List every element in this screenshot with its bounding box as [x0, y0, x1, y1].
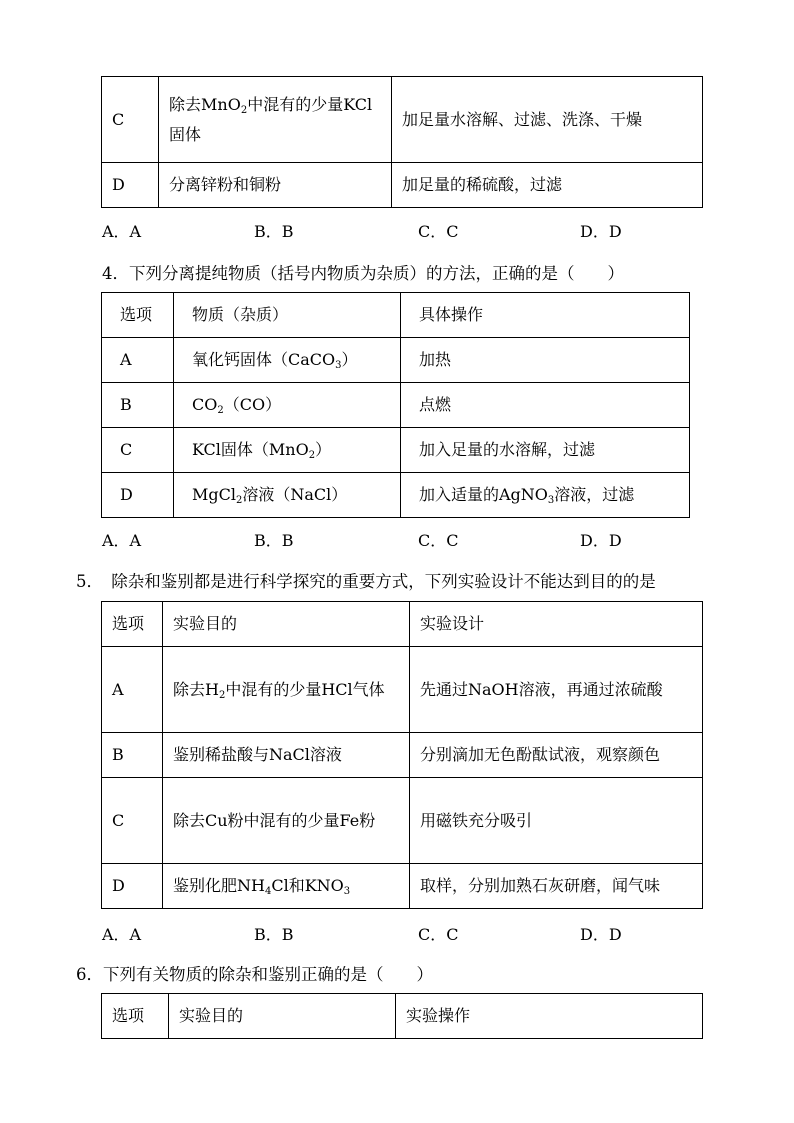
q4-table: [101, 292, 690, 518]
q6-table: [101, 993, 703, 1039]
operation-cell: 加入足量的水溶解，过滤: [401, 428, 690, 473]
option-cell: A: [102, 338, 174, 383]
choice-c[interactable]: C．C: [418, 925, 459, 944]
q3-table: [101, 76, 703, 208]
option-cell: C: [102, 778, 163, 864]
target-cell: 分离锌粉和铜粉: [159, 163, 392, 208]
table-row: [102, 733, 703, 778]
target-cell: 除去MnO$_2$中混有的少量KCl固体: [159, 77, 392, 163]
design-cell: 先通过NaOH溶液，再通过浓硫酸: [410, 647, 703, 733]
choice-b[interactable]: B．B: [254, 222, 294, 241]
design-cell: 分别滴加无色酚酞试液，观察颜色: [410, 733, 703, 778]
operation-cell: 加热: [401, 338, 690, 383]
table-row: [102, 473, 690, 518]
substance-cell: MgCl$_2$溶液（NaCl）: [174, 473, 401, 518]
header-option: 选项: [102, 994, 169, 1039]
choice-d[interactable]: D．D: [580, 531, 622, 550]
method-cell: 加足量的稀硫酸，过滤: [392, 163, 703, 208]
choice-c[interactable]: C．C: [418, 531, 459, 550]
option-cell: B: [102, 383, 174, 428]
header-operation: 实验操作: [396, 994, 703, 1039]
q3-choices: [102, 219, 702, 241]
substance-cell: $CO_2(CO)$: [174, 383, 401, 428]
q5-table: [101, 601, 703, 909]
header-goal: 实验目的: [169, 994, 396, 1039]
operation-cell: 点燃: [401, 383, 690, 428]
goal-cell: 鉴别稀盐酸与NaCl溶液: [163, 733, 410, 778]
table-header-row: [102, 602, 703, 647]
table-row: [102, 77, 703, 163]
header-goal: 实验目的: [163, 602, 410, 647]
table-row: [102, 864, 703, 909]
q5-choices: [102, 922, 702, 944]
table-row: [102, 428, 690, 473]
table-header-row: [102, 293, 690, 338]
q4-choices: [102, 528, 702, 550]
header-operation: 具体操作: [401, 293, 690, 338]
header-design: 实验设计: [410, 602, 703, 647]
table-row: [102, 778, 703, 864]
option-cell: C: [102, 77, 159, 163]
method-cell: 加足量水溶解、过滤、洗涤、干燥: [392, 77, 703, 163]
choice-a[interactable]: A．A: [102, 531, 142, 550]
table-row: [102, 338, 690, 383]
header-option: 选项: [102, 293, 174, 338]
table-row: [102, 383, 690, 428]
q4-stem: 4．下列分离提纯物质（括号内物质为杂质）的方法，正确的是（ ）: [102, 264, 624, 283]
table-row: [102, 647, 703, 733]
option-cell: A: [102, 647, 163, 733]
option-cell: B: [102, 733, 163, 778]
design-cell: 用磁铁充分吸引: [410, 778, 703, 864]
goal-cell: 鉴别化肥$NH_4Cl$和$KNO_3$: [163, 864, 410, 909]
choice-c[interactable]: C．C: [418, 222, 459, 241]
choice-a[interactable]: A．A: [102, 222, 142, 241]
substance-cell: KCl固体（MnO$_2$）: [174, 428, 401, 473]
q5-stem: 5． 除杂和鉴别都是进行科学探究的重要方式，下列实验设计不能达到目的的是: [76, 572, 656, 591]
operation-cell: 加入适量的AgNO$_3$溶液，过滤: [401, 473, 690, 518]
header-substance: 物质（杂质）: [174, 293, 401, 338]
header-option: 选项: [102, 602, 163, 647]
option-cell: D: [102, 864, 163, 909]
goal-cell: 除去$H_2$中混有的少量HCl气体: [163, 647, 410, 733]
option-cell: D: [102, 473, 174, 518]
choice-b[interactable]: B．B: [254, 925, 294, 944]
substance-cell: 氧化钙固体（CaCO$_3$）: [174, 338, 401, 383]
table-header-row: [102, 994, 703, 1039]
goal-cell: 除去Cu粉中混有的少量Fe粉: [163, 778, 410, 864]
choice-d[interactable]: D．D: [580, 925, 622, 944]
design-cell: 取样，分别加熟石灰研磨，闻气味: [410, 864, 703, 909]
q6-stem: 6．下列有关物质的除杂和鉴别正确的是（ ）: [76, 965, 433, 984]
option-cell: D: [102, 163, 159, 208]
choice-d[interactable]: D．D: [580, 222, 622, 241]
choice-a[interactable]: A．A: [102, 925, 142, 944]
choice-b[interactable]: B．B: [254, 531, 294, 550]
table-row: [102, 163, 703, 208]
option-cell: C: [102, 428, 174, 473]
